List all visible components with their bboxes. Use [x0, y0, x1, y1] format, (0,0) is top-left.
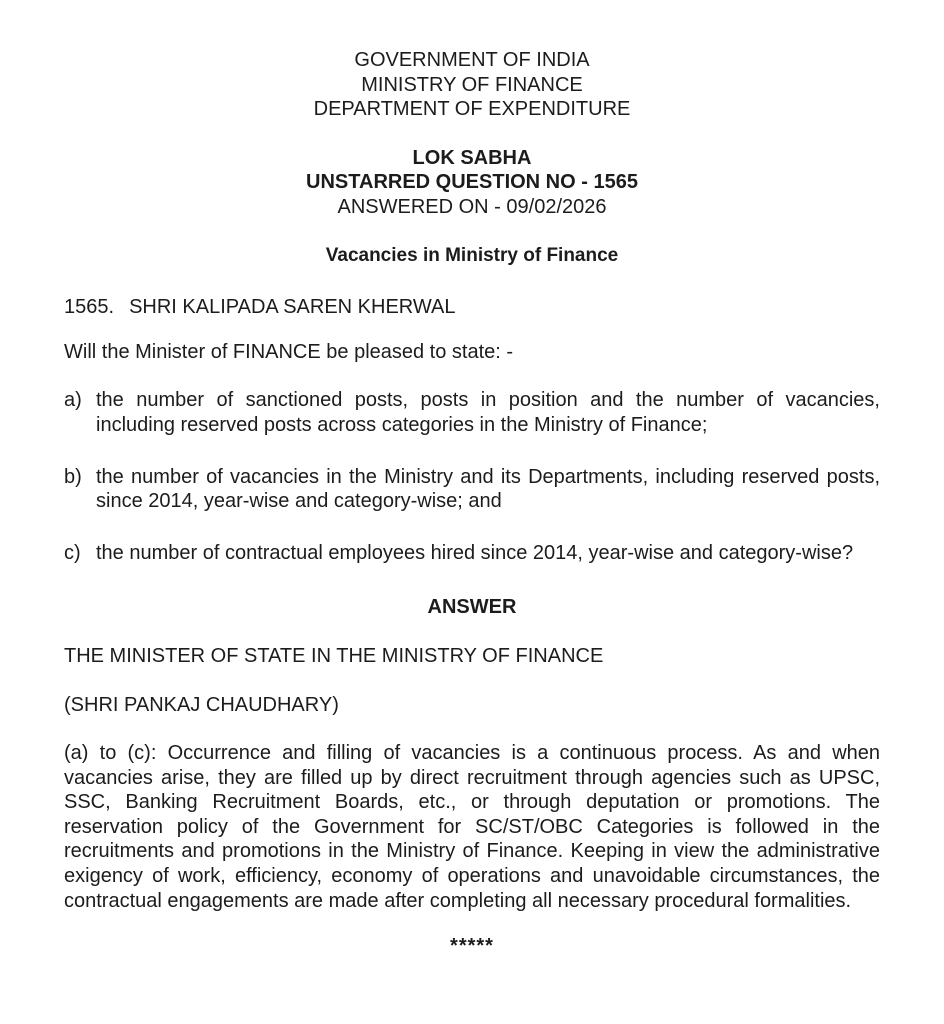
answer-body-paragraph: (a) to (c): Occurrence and filling of vacancies is a continuous process. As and when vacancies arise, they are filled up by direct recruitment through agencies such as UPSC, SSC, Banking Recruitment Boards, etc., or through deputation or promotions. The reservation policy of the Government for SC/ST/OBC Categories is followed in the recruitments and promotions in the Ministry of Finance. Keeping in view the administrative exigency of work, efficiency, economy of operations and unavoidable circumstances, the contractual engagements are made after completing all necessary procedural formalities.	[64, 742, 880, 912]
end-of-document-mark: *****	[450, 935, 494, 958]
question-meta	[64, 146, 880, 220]
question-item-b-marker: b)	[64, 465, 82, 488]
header-line-ministry: MINISTRY OF FINANCE	[361, 73, 583, 96]
minister-name: (SHRI PANKAJ CHAUDHARY)	[64, 693, 339, 716]
minister-title: THE MINISTER OF STATE IN THE MINISTRY OF FINANCE	[64, 644, 604, 667]
question-item-b-text: the number of vacancies in the Ministry and its Departments, including reserved posts, since 2014, year-wise and category-wise; and	[96, 465, 880, 513]
member-name: SHRI KALIPADA SAREN KHERWAL	[129, 296, 456, 319]
subject-title: Vacancies in Ministry of Finance	[325, 244, 619, 266]
asked-by-line	[64, 295, 880, 320]
header-line-department: DEPARTMENT OF EXPENDITURE	[313, 98, 631, 121]
question-item-c	[64, 541, 880, 566]
question-intro: Will the Minister of FINANCE be pleased to state: -	[64, 340, 514, 363]
question-number: 1565.	[64, 296, 115, 319]
question-item-a-text: the number of sanctioned posts, posts in position and the number of vacancies, including reserved posts across categories in the Ministry of Finance;	[96, 389, 880, 436]
question-item-c-marker: c)	[64, 541, 81, 564]
answered-on-date: ANSWERED ON - 09/02/2026	[337, 195, 607, 218]
question-item-a-marker: a)	[64, 389, 82, 412]
question-number-heading: UNSTARRED QUESTION NO - 1565	[306, 171, 638, 194]
house-name: LOK SABHA	[412, 146, 532, 169]
question-item-c-text: the number of contractual employees hired since 2014, year-wise and category-wise?	[96, 541, 854, 564]
government-header	[64, 48, 880, 122]
answer-heading: ANSWER	[427, 596, 517, 619]
question-item-a	[64, 388, 880, 437]
header-line-government: GOVERNMENT OF INDIA	[354, 49, 590, 71]
question-item-b	[64, 465, 880, 514]
